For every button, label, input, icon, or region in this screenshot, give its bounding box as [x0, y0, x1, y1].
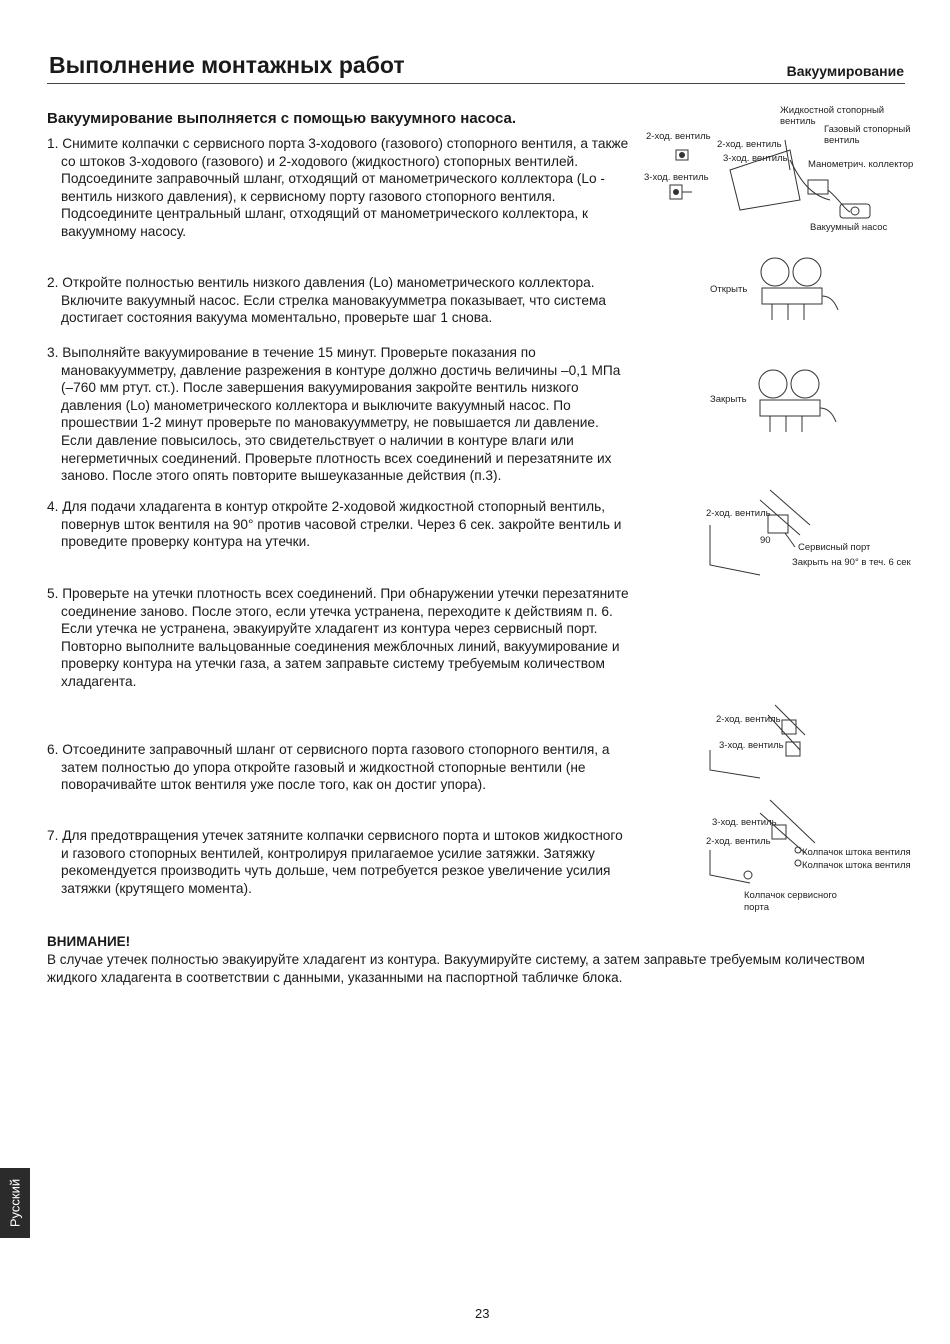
manifold-gauge-icon: [761, 258, 838, 320]
fig2-label-open: Открыть: [710, 284, 748, 295]
fig3-label-close: Закрыть: [710, 394, 747, 405]
fig1-label-three-way: 3-ход. вентиль: [723, 153, 788, 164]
figure-manifold-open: [700, 252, 850, 332]
warning-text: В случае утечек полностью эвакуируйте хладагент из контура. Вакуумируйте систему, а затем заправьте требуемым количеством жидкого хладагента в соответствии с данными, указанными на паспортной табличке блока.: [47, 952, 865, 985]
page-title: Выполнение монтажных работ: [49, 52, 405, 78]
fig6-label-service-cap-2: порта: [744, 902, 770, 913]
step-7: 7. Для предотвращения утечек затяните колпачки сервисного порта и штоков жидкостного и газового стопорных вентилей, контролируя прилагаемое усилие затяжки. Затяжку рекомендуется производить чуть дольше, чем потребуется резкое увеличение усилия затяжки (крутящего момента).: [47, 828, 623, 896]
step-4: 4. Для подачи хладагента в контур откройте 2-ходовой жидкостной стопорный вентиль, повернув шток вентиля на 90° против часовой стрелки. Через 6 сек. закройте вентиль и проведите проверку контура на утечки.: [47, 499, 622, 550]
fig1-label-liquid-valve: Жидкостной стопорный: [780, 105, 885, 116]
figure-valve-caps: [700, 795, 915, 915]
fig6-label-two-way: 2-ход. вентиль: [706, 836, 771, 847]
title-divider: [47, 83, 905, 84]
manifold-gauge-icon: [759, 370, 836, 432]
figure-valves-open: [700, 700, 820, 780]
fig1-label-manifold: Манометрич. коллектор: [808, 159, 914, 170]
fig1-label-liquid-valve-2: вентиль: [780, 116, 816, 127]
fig4-label-service-port: Сервисный порт: [798, 542, 871, 553]
fig1-label-three-way-left: 3-ход. вентиль: [644, 172, 709, 183]
figure-manifold-close: [700, 360, 850, 440]
fig1-label-two-way: 2-ход. вентиль: [717, 139, 782, 150]
step-5: 5. Проверьте на утечки плотность всех соединений. При обнаружении утечки перезатяните соединение заново. После этого, если утечка устранена, переходите к действиям п. 6. Если утечка не устранена, эвакуируйте хладагент из контура через сервисный порт. Повторно выполните вальцованные соединения межблочных линий, вакуумирование и проверку контура на утечки газа, а затем заправьте систему требуемым количеством хладагента.: [47, 586, 629, 689]
fig5-label-three-way: 3-ход. вентиль: [719, 740, 784, 751]
figure-vacuum-connection: [640, 100, 914, 235]
step-6: 6. Отсоедините заправочный шланг от сервисного порта газового стопорного вентиля, а затем полностью до упора откройте газовый и жидкостной стопорные вентили (не поворачивайте шток вентиля уже после того, как он достиг упора).: [47, 742, 610, 793]
fig4-label-close-note: Закрыть на 90° в теч. 6 сек: [792, 557, 911, 568]
section-label: Вакуумирование: [786, 63, 904, 79]
step-1: 1. Снимите колпачки с сервисного порта 3-ходового (газового) стопорного вентиля, а также со штоков 3-ходового (газового) и 2-ходового (жидкостного) стопорных вентилей. Подсоедините заправочный шланг, отходящий от манометрического коллектора (Lo - вентиль низкого давления), к сервисному порту газового стопорного вентиля. Подсоедините центральный шланг, отходящий от манометрического коллектора, к вакуумному насосу.: [47, 136, 629, 239]
language-label: Русский: [7, 1178, 23, 1228]
fig4-label-angle: 90: [760, 535, 771, 546]
step-3: 3. Выполняйте вакуумирование в течение 15 минут. Проверьте показания по мановакуумметру, давление разрежения в контуре должно достичь величины –0,1 МПа (–760 мм ртут. ст.). После завершения вакуумирования закройте вентиль низкого давления (Lo) манометрического коллектора и выключите вакуумный насос. По прошествии 1-2 минут проверьте по мановакуумметру, не повышается ли давление. Если давление повысилось, это свидетельствует о наличии в контуре влаги или негерметичных соединений. Проверьте плотность всех соединений и перезатяните их заново. После этого опять повторите вышеуказанные действия (п.3).: [47, 345, 621, 484]
page-number: 23: [475, 1306, 490, 1321]
fig1-label-gas-valve: Газовый стопорный: [824, 124, 911, 135]
fig1-label-gas-valve-2: вентиль: [824, 135, 860, 146]
unit-drawing: [730, 140, 870, 218]
fig1-label-pump: Вакуумный насос: [810, 222, 888, 233]
fig6-label-service-cap: Колпачок сервисного: [744, 890, 837, 901]
fig1-label-two-way-left: 2-ход. вентиль: [646, 131, 711, 142]
warning-title: ВНИМАНИЕ!: [47, 934, 131, 949]
fig6-label-three-way: 3-ход. вентиль: [712, 817, 777, 828]
fig5-label-two-way: 2-ход. вентиль: [716, 714, 781, 725]
intro-heading: Вакуумирование выполняется с помощью вакуумного насоса.: [47, 110, 516, 127]
step-2: 2. Откройте полностью вентиль низкого давления (Lo) манометрического коллектора. Включите вакуумный насос. Если стрелка мановакуумметра показывает, что система достигает состояния вакуума моментально, проверьте шаг 1 снова.: [47, 275, 606, 326]
fig6-label-cap1: Колпачок штока вентиля: [802, 847, 911, 858]
language-tab: [0, 1168, 30, 1238]
figure-two-way-valve-open: [700, 485, 920, 585]
fig6-label-cap2: Колпачок штока вентиля: [802, 860, 911, 871]
fig4-label-two-way: 2-ход. вентиль: [706, 508, 771, 519]
